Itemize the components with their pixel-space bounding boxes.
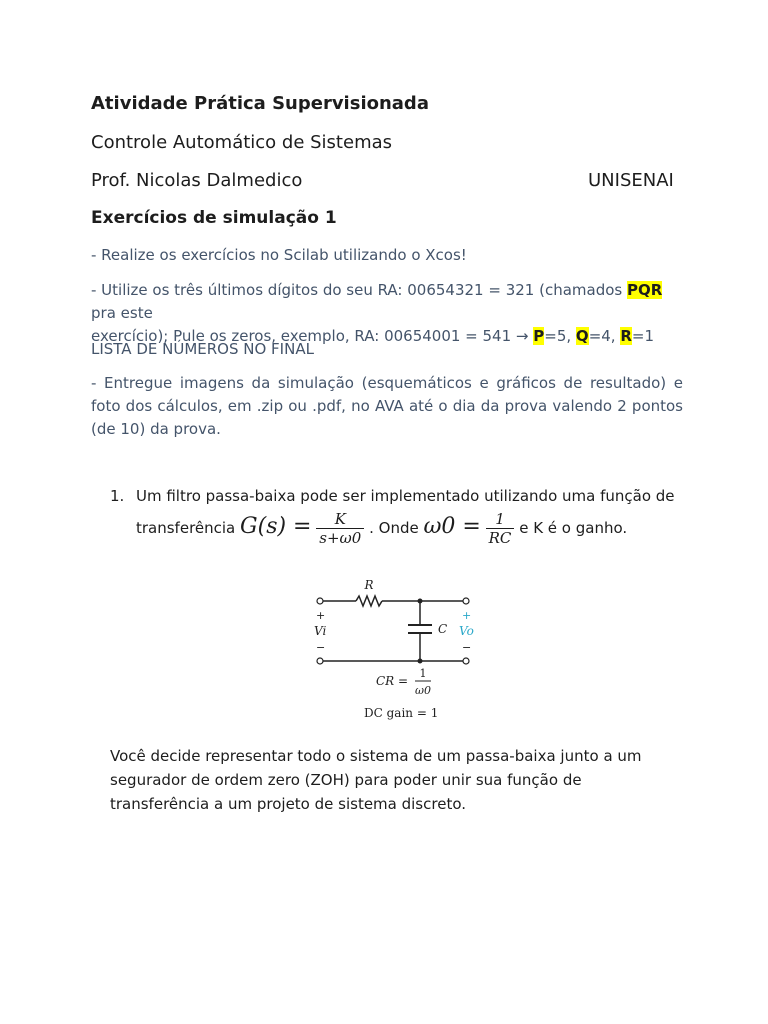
p-value: =5, — [544, 327, 576, 345]
g-of-s: G(s) = — [240, 514, 312, 539]
instruction-line-1: - Realize os exercícios no Scilab utilizando o Xcos! — [91, 246, 467, 264]
vi-minus: − — [316, 641, 326, 654]
cr-numerator: 1 — [419, 667, 427, 680]
instruction-line-4: - Entregue imagens da simulação (esquemáticos e gráficos de resultado) e foto dos cálculos, em .zip ou .pdf, no AVA até o dia da prova valendo 2 pontos (de 10) da prova. — [91, 374, 683, 438]
vo-minus: − — [462, 641, 472, 654]
professor-name: Prof. Nicolas Dalmedico — [91, 170, 303, 191]
paragraph-after-circuit: Você decide representar todo o sistema de um passa-baixa junto a um segurador de ordem zero (ZOH) para poder unir sua função de transferência a um projeto de sistema discreto. — [110, 747, 642, 813]
cr-denominator: ω0 — [415, 684, 431, 697]
instruction-line-2-text-c: exercício); Pule os zeros, exemplo, RA: 00654001 = 541 → — [91, 327, 534, 345]
course-name: Controle Automático de Sistemas — [91, 132, 393, 153]
resistor-symbol — [356, 596, 382, 606]
vo-plus: + — [462, 609, 472, 622]
input-terminal-bottom — [317, 658, 323, 664]
dc-gain-label: DC gain = 1 — [364, 706, 439, 720]
node-dot-bottom — [418, 659, 423, 664]
r-value: =1 — [631, 327, 655, 345]
p-highlight: P — [533, 327, 545, 345]
output-terminal-top — [463, 598, 469, 604]
instruction-line-2-text-a: - Utilize os três últimos dígitos do seu RA: 00654321 = 321 (chamados — [91, 281, 627, 299]
institution-name: UNISENAI — [588, 170, 674, 191]
gain-denominator: s+ω0 — [316, 528, 364, 547]
section-title: Exercícios de simulação 1 — [91, 208, 337, 228]
output-terminal-bottom — [463, 658, 469, 664]
gain-numerator: K — [334, 510, 346, 528]
q-value: =4, — [588, 327, 621, 345]
document-title: Atividade Prática Supervisionada — [91, 93, 429, 114]
omega-fraction — [486, 510, 515, 547]
cr-equation-label: CR = — [376, 674, 409, 688]
exercise-number: 1. — [110, 487, 125, 505]
instruction-line-2-text-b: pra este — [91, 304, 153, 322]
gain-fraction — [316, 510, 364, 547]
omega0-symbol: ω0 = — [423, 514, 481, 539]
resistor-label: R — [364, 578, 374, 592]
pqr-highlight: PQR — [626, 281, 663, 299]
omega-denominator: RC — [486, 528, 515, 547]
input-terminal-top — [317, 598, 323, 604]
q-highlight: Q — [575, 327, 589, 345]
tf-suffix: e K é o ganho. — [519, 519, 628, 537]
instruction-line-3: LISTA DE NÚMEROS NO FINAL — [91, 340, 314, 358]
vo-label: Vo — [459, 624, 474, 638]
transfer-function-row — [136, 510, 627, 556]
onde-text: . Onde — [369, 519, 424, 537]
tf-prefix: transferência — [136, 519, 241, 537]
node-dot-top — [418, 599, 423, 604]
vi-label: Vi — [314, 624, 327, 638]
rc-circuit-diagram — [308, 575, 488, 725]
capacitor-label: C — [438, 622, 448, 636]
vi-plus: + — [316, 609, 326, 622]
omega-numerator: 1 — [495, 510, 505, 528]
r-highlight: R — [620, 327, 632, 345]
exercise-text: Um filtro passa-baixa pode ser implementado utilizando uma função de — [136, 487, 675, 505]
